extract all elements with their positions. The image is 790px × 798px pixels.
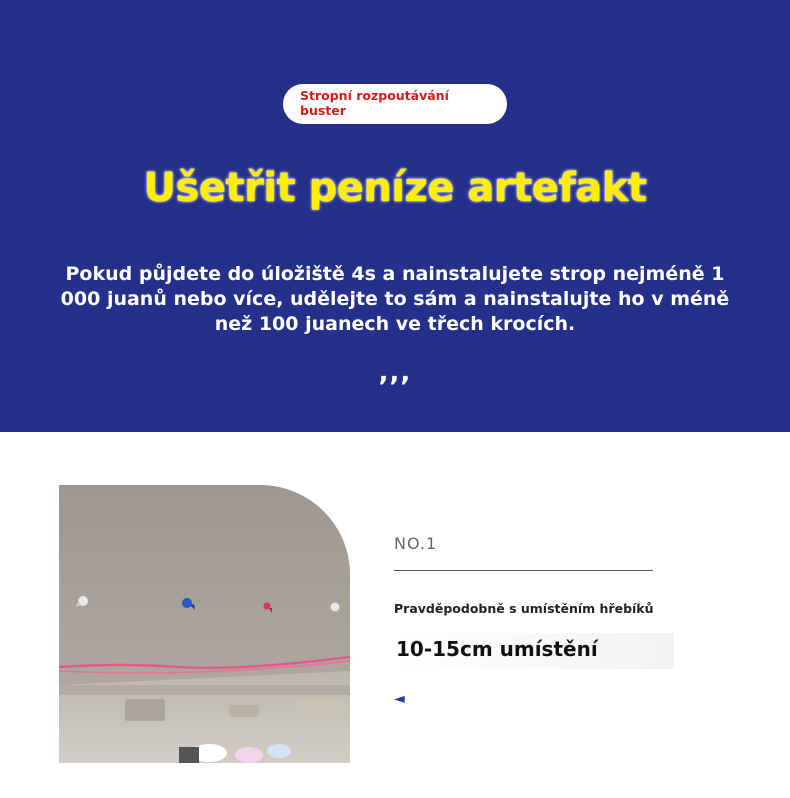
- category-badge-label: Stropní rozpoutávání buster: [300, 88, 449, 118]
- ceiling-photo: [59, 485, 350, 763]
- hero-headline: Ušetřit peníze artefakt: [143, 165, 647, 211]
- quote-mark: ,,,: [378, 358, 412, 388]
- hero-subtitle: Pokud půjdete do úložiště 4s a nainstalujete strop nejméně 1 000 juanů nebo více, udělejte to sám a nainstalujte ho v méně než 100 juanech ve třech krocích.: [60, 263, 730, 335]
- ceiling-photo-illustration: [59, 485, 350, 763]
- step-caption-small: Pravděpodobně s umístěním hřebíků: [394, 601, 654, 616]
- play-arrow-icon[interactable]: ◄: [394, 691, 405, 707]
- category-badge: [283, 84, 507, 124]
- divider: [394, 570, 653, 571]
- step-number: NO.1: [394, 534, 438, 553]
- step-caption-big: 10-15cm umístění: [394, 633, 674, 669]
